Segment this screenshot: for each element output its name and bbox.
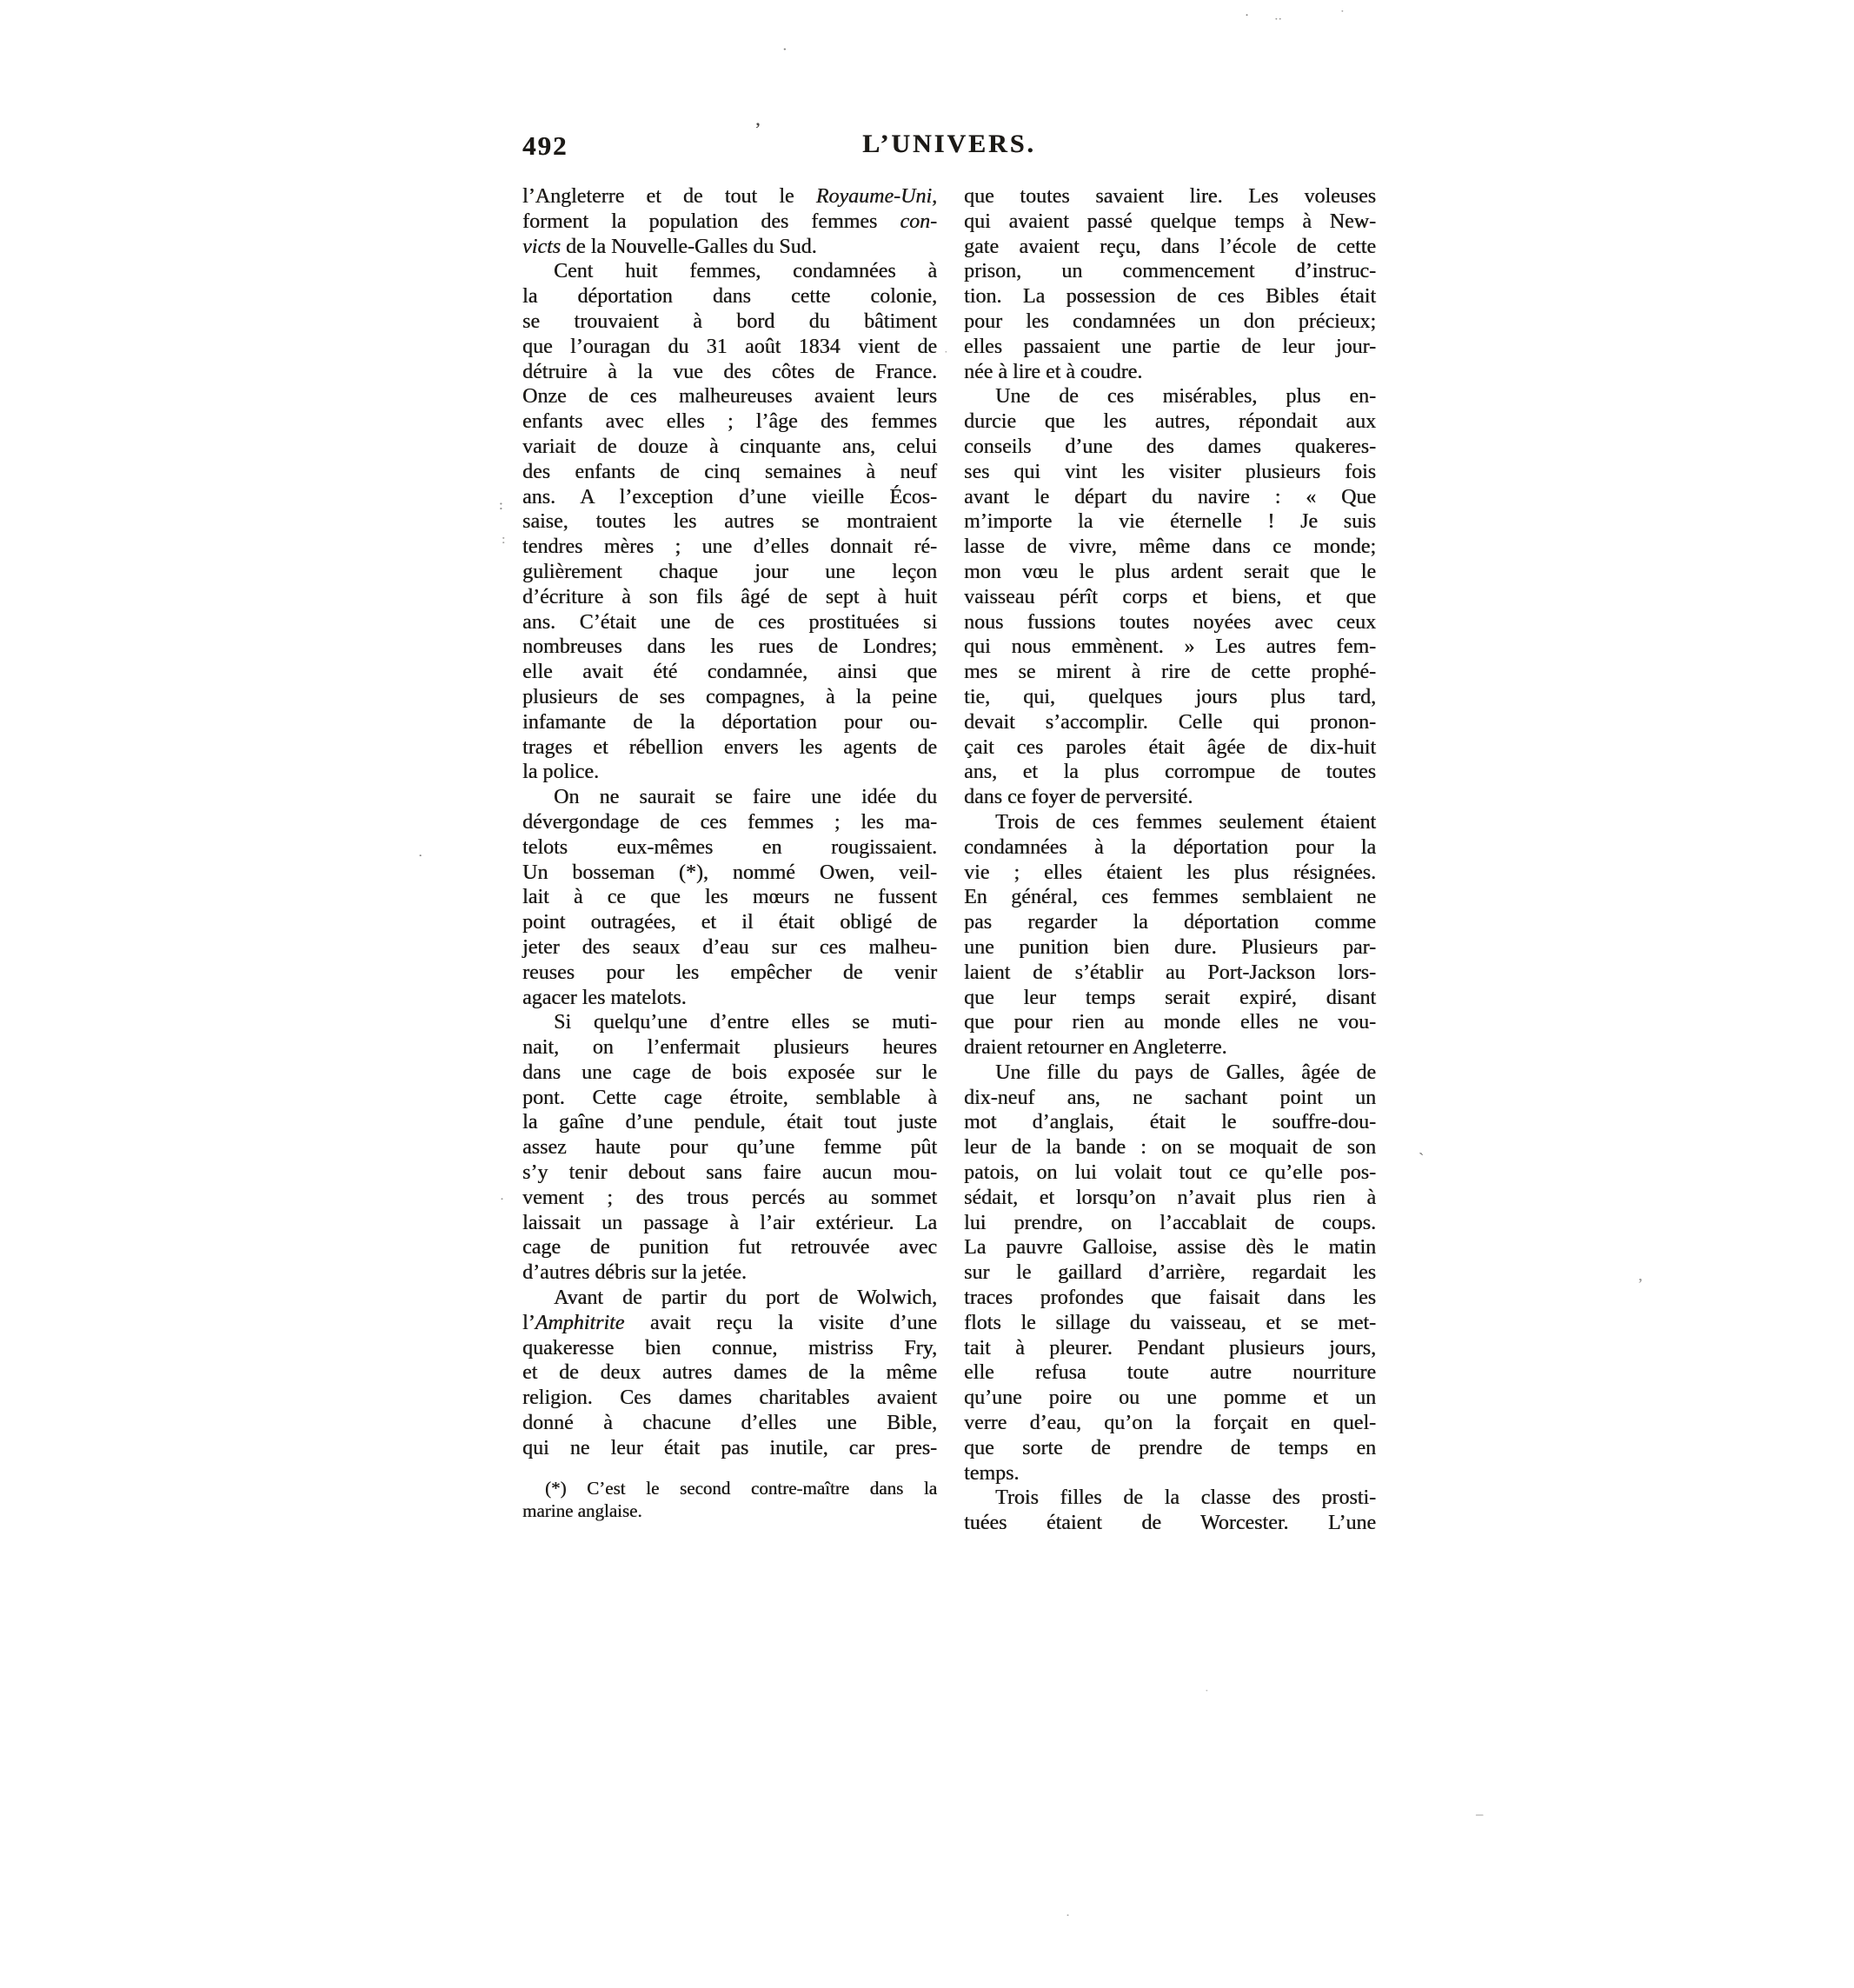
- text-run: On ne saurait se faire une idée du: [554, 786, 937, 809]
- text-run: l’Angleterre et de tout le: [522, 185, 816, 208]
- text-line: [964, 485, 1376, 510]
- scan-artifact: –: [1476, 1807, 1483, 1822]
- text-line: [522, 660, 937, 685]
- text-run: traces profondes que faisait dans les: [964, 1287, 1376, 1310]
- text-run: dans une cage de bois exposée sur le: [522, 1060, 937, 1084]
- text-run: ses qui vint les visiter plusieurs fois: [964, 460, 1376, 483]
- text-run: vie ; elles étaient les plus résignées.: [964, 861, 1376, 884]
- text-run: qu’une poire ou une pomme et un: [964, 1386, 1376, 1410]
- text-line: [964, 1311, 1376, 1336]
- text-run: ans. A l’exception d’une vieille Écos-: [522, 485, 937, 509]
- italic-text-run: con-: [900, 209, 937, 233]
- paragraph: [964, 384, 1376, 810]
- text-line: [964, 785, 1376, 810]
- text-line: [522, 735, 937, 761]
- text-line: [522, 935, 937, 961]
- text-line: [964, 861, 1376, 886]
- paragraph: [522, 1478, 937, 1522]
- scan-artifact: ·: [1340, 4, 1345, 17]
- text-line: [522, 885, 937, 910]
- text-run: laissait un passage à l’air extérieur. La: [522, 1211, 937, 1234]
- text-line: [964, 585, 1376, 610]
- text-line: [522, 1160, 937, 1186]
- text-line: [522, 460, 937, 485]
- text-line: [522, 1235, 937, 1260]
- scan-artifact: ·: [1205, 1684, 1209, 1697]
- scan-artifact: :: [499, 498, 503, 513]
- text-run: mot d’anglais, était le souffre-dou-: [964, 1111, 1376, 1134]
- text-line: [522, 360, 937, 385]
- text-line: [964, 735, 1376, 761]
- text-line: [964, 535, 1376, 560]
- text-run: durcie que les autres, répondait aux: [964, 410, 1376, 434]
- text-line: [964, 1461, 1376, 1486]
- scan-artifact: ·: [418, 849, 422, 863]
- text-run: que sorte de prendre de temps en: [964, 1436, 1376, 1459]
- text-run: avait reçu la visite d’une: [624, 1311, 937, 1334]
- text-run: elle refusa toute autre nourriture: [964, 1361, 1376, 1385]
- text-line: [964, 509, 1376, 535]
- text-run: Une de ces misérables, plus en-: [995, 385, 1376, 409]
- text-run: qui ne leur était pas inutile, car pres-: [522, 1436, 937, 1459]
- paragraph: [964, 1060, 1376, 1486]
- text-run: religion. Ces dames charitables avaient: [522, 1386, 937, 1410]
- text-line: [964, 910, 1376, 935]
- text-run: saise, toutes les autres se montraient: [522, 510, 937, 534]
- text-line: [964, 660, 1376, 685]
- text-run: agacer les matelots.: [522, 986, 687, 1009]
- text-line: [964, 961, 1376, 986]
- text-line: [964, 1160, 1376, 1186]
- text-run: gate avaient reçu, dans l’école de cette: [964, 235, 1376, 258]
- footnote: [522, 1478, 937, 1522]
- text-line: [964, 560, 1376, 585]
- text-line: [964, 209, 1376, 235]
- text-line: [964, 710, 1376, 735]
- text-line: [964, 1135, 1376, 1160]
- text-line: [522, 1186, 937, 1211]
- text-line: [522, 535, 937, 560]
- text-run: forment la population des femmes: [522, 209, 900, 233]
- text-run: elles passaient une partie de leur jour-: [964, 335, 1376, 358]
- text-run: tendres mères ; une d’elles donnait ré-: [522, 535, 937, 559]
- paragraph: [964, 810, 1376, 1060]
- text-run: d’autres débris sur la jetée.: [522, 1261, 747, 1285]
- text-line: [522, 785, 937, 810]
- text-run: Un bosseman (*), nommé Owen, veil-: [522, 861, 937, 884]
- text-line: [522, 509, 937, 535]
- text-line: [964, 1035, 1376, 1060]
- paragraph: [522, 259, 937, 785]
- text-run: tuées étaient de Worcester. L’une: [964, 1512, 1376, 1535]
- text-line: [964, 635, 1376, 660]
- scan-artifact: ·: [782, 43, 787, 57]
- text-line: [964, 885, 1376, 910]
- text-run: de la Nouvelle-Galles du Sud.: [560, 235, 817, 258]
- text-line: [522, 1360, 937, 1386]
- text-line: [964, 1486, 1376, 1511]
- text-line: [964, 1436, 1376, 1461]
- text-run: assez haute pour qu’une femme pût: [522, 1136, 937, 1160]
- paragraph: [964, 184, 1376, 384]
- text-run: détruire à la vue des côtes de France.: [522, 360, 937, 383]
- text-run: nait, on l’enfermait plusieurs heures: [522, 1036, 937, 1060]
- text-line: [522, 1336, 937, 1361]
- scan-artifact: ·: [500, 1193, 504, 1207]
- scan-artifact: ·: [944, 345, 948, 358]
- text-column-right: [964, 184, 1376, 1536]
- text-line: [522, 835, 937, 861]
- text-run: çait ces paroles était âgée de dix-huit: [964, 735, 1376, 759]
- text-line: [522, 1478, 937, 1500]
- text-run: dévergondage de ces femmes ; les ma-: [522, 810, 937, 834]
- text-run: d’écriture à son fils âgé de sept à huit: [522, 585, 937, 608]
- text-line: [964, 1411, 1376, 1436]
- text-line: [522, 910, 937, 935]
- text-line: [522, 1135, 937, 1160]
- running-title: L’UNIVERS.: [862, 130, 1036, 158]
- text-run: quakeresse bien connue, mistriss Fry,: [522, 1336, 937, 1360]
- text-line: [964, 1235, 1376, 1260]
- italic-text-run: victs: [522, 235, 561, 258]
- text-run: nombreuses dans les rues de Londres;: [522, 635, 937, 659]
- text-line: [522, 1211, 937, 1236]
- text-run: trages et rébellion envers les agents de: [522, 735, 937, 759]
- text-run: s’y tenir debout sans faire aucun mou-: [522, 1161, 937, 1185]
- text-line: [964, 1211, 1376, 1236]
- text-line: [522, 1010, 937, 1035]
- text-run: laient de s’établir au Port-Jackson lors-: [964, 961, 1376, 984]
- text-line: [964, 435, 1376, 460]
- text-run: condamnées à la déportation pour la: [964, 835, 1376, 859]
- text-run: Une fille du pays de Galles, âgée de: [995, 1060, 1376, 1084]
- text-run: devait s’accomplir. Celle qui pronon-: [964, 710, 1376, 734]
- text-run: ans. C’était une de ces prostituées si: [522, 610, 937, 634]
- text-line: [522, 409, 937, 435]
- text-line: [964, 384, 1376, 409]
- text-line: [964, 1010, 1376, 1035]
- text-run: que leur temps serait expiré, disant: [964, 986, 1376, 1009]
- text-line: [964, 1386, 1376, 1411]
- text-line: [964, 1360, 1376, 1386]
- text-run: l’: [522, 1311, 535, 1334]
- text-run: ans, et la plus corrompue de toutes: [964, 761, 1376, 784]
- scan-artifact: ’: [754, 118, 761, 140]
- text-run: une punition bien dure. Plusieurs par-: [964, 935, 1376, 959]
- text-line: [522, 710, 937, 735]
- text-line: [522, 209, 937, 235]
- text-run: Avant de partir du port de Wolwich,: [554, 1287, 937, 1310]
- text-run: des enfants de cinq semaines à neuf: [522, 460, 937, 483]
- text-line: [522, 1286, 937, 1311]
- text-run: nous fussions toutes noyées avec ceux: [964, 610, 1376, 634]
- text-run: pour les condamnées un don précieux;: [964, 309, 1376, 333]
- text-line: [522, 1110, 937, 1135]
- scan-artifact: ··: [1274, 12, 1282, 25]
- text-run: variait de douze à cinquante ans, celui: [522, 435, 937, 458]
- text-line: [964, 1186, 1376, 1211]
- text-run: point outragées, et il était obligé de: [522, 911, 937, 934]
- text-line: [522, 1086, 937, 1111]
- text-line: [964, 935, 1376, 961]
- text-line: [964, 835, 1376, 861]
- text-run: se trouvaient à bord du bâtiment: [522, 309, 937, 333]
- text-line: [964, 1086, 1376, 1111]
- text-run: marine anglaise.: [522, 1499, 642, 1521]
- text-run: tion. La possession de ces Bibles était: [964, 285, 1376, 309]
- text-line: [522, 435, 937, 460]
- text-run: conseils d’une des dames quakeres-: [964, 435, 1376, 458]
- text-line: [964, 235, 1376, 260]
- text-column-left: [522, 184, 937, 1461]
- text-run: reuses pour les empêcher de venir: [522, 961, 937, 984]
- text-run: pont. Cette cage étroite, semblable à: [522, 1086, 937, 1109]
- text-run: vement ; des trous percés au sommet: [522, 1186, 937, 1209]
- scan-artifact: `: [1419, 1150, 1424, 1167]
- text-line: [964, 986, 1376, 1011]
- text-run: que l’ouragan du 31 août 1834 vient de: [522, 335, 937, 358]
- text-line: [964, 184, 1376, 209]
- text-line: [964, 610, 1376, 635]
- text-line: [522, 1500, 937, 1523]
- text-line: [964, 335, 1376, 360]
- text-line: [522, 986, 937, 1011]
- text-run: temps.: [964, 1461, 1020, 1485]
- text-line: [522, 585, 937, 610]
- text-run: Cent huit femmes, condamnées à: [554, 260, 937, 283]
- text-line: [964, 409, 1376, 435]
- text-line: [522, 1311, 937, 1336]
- text-line: [964, 810, 1376, 835]
- text-line: [522, 384, 937, 409]
- text-run: En général, ces femmes semblaient ne: [964, 886, 1376, 909]
- text-run: lait à ce que les mœurs ne fussent: [522, 886, 937, 909]
- text-run: qui nous emmènent. » Les autres fem-: [964, 635, 1376, 659]
- text-line: [964, 1286, 1376, 1311]
- scan-artifact: ·: [1245, 10, 1249, 23]
- text-line: [522, 1411, 937, 1436]
- paragraph: [964, 1486, 1376, 1536]
- scan-artifact: ·: [1066, 1910, 1070, 1923]
- text-run: enfants avec elles ; l’âge des femmes: [522, 410, 937, 434]
- paragraph: [522, 785, 937, 1010]
- text-line: [964, 460, 1376, 485]
- text-line: [964, 1110, 1376, 1135]
- text-line: [522, 861, 937, 886]
- text-run: prison, un commencement d’instruc-: [964, 260, 1376, 283]
- text-run: infamante de la déportation pour ou-: [522, 710, 937, 734]
- text-run: la police.: [522, 761, 599, 784]
- italic-text-run: Royaume-Uni,: [815, 185, 937, 208]
- scan-artifact: ’: [1638, 1275, 1643, 1293]
- text-run: pas regarder la déportation comme: [964, 911, 1376, 934]
- paragraph: [522, 1010, 937, 1286]
- text-run: tie, qui, quelques jours plus tard,: [964, 685, 1376, 708]
- text-run: donné à chacune d’elles une Bible,: [522, 1412, 937, 1435]
- text-run: jeter des seaux d’eau sur ces malheu-: [522, 935, 937, 959]
- text-run: telots eux-mêmes en rougissaient.: [522, 835, 937, 859]
- text-run: la gaîne d’une pendule, était tout juste: [522, 1111, 937, 1134]
- text-line: [522, 235, 937, 260]
- text-run: que pour rien au monde elles ne vou-: [964, 1011, 1376, 1034]
- text-line: [522, 485, 937, 510]
- text-run: lui prendre, on l’accablait de coups.: [964, 1211, 1376, 1234]
- text-line: [522, 1260, 937, 1286]
- text-line: [964, 284, 1376, 309]
- text-line: [522, 1060, 937, 1086]
- text-run: Onze de ces malheureuses avaient leurs: [522, 385, 937, 409]
- text-run: gulièrement chaque jour une leçon: [522, 560, 937, 583]
- text-run: cage de punition fut retrouvée avec: [522, 1236, 937, 1260]
- text-run: Si quelqu’une d’entre elles se muti-: [554, 1011, 937, 1034]
- text-run: dix-neuf ans, ne sachant point un: [964, 1086, 1376, 1109]
- text-line: [522, 184, 937, 209]
- text-line: [522, 1035, 937, 1060]
- text-run: née à lire et à coudre.: [964, 360, 1143, 383]
- text-run: flots le sillage du vaisseau, et se met-: [964, 1311, 1376, 1334]
- text-run: leur de la bande : on se moquait de son: [964, 1136, 1376, 1160]
- text-run: La pauvre Galloise, assise dès le matin: [964, 1236, 1376, 1260]
- text-line: [522, 1436, 937, 1461]
- text-run: vaisseau pérît corps et biens, et que: [964, 585, 1376, 608]
- text-run: patois, on lui volait tout ce qu’elle pos-: [964, 1161, 1376, 1185]
- italic-text-run: Amphitrite: [535, 1311, 625, 1334]
- text-line: [522, 760, 937, 785]
- text-line: [522, 635, 937, 660]
- text-line: [964, 360, 1376, 385]
- text-line: [522, 335, 937, 360]
- text-line: [964, 1511, 1376, 1536]
- text-run: dans ce foyer de perversité.: [964, 786, 1193, 809]
- text-line: [522, 1386, 937, 1411]
- text-line: [522, 810, 937, 835]
- text-run: (*) C’est le second contre-maître dans la: [545, 1478, 937, 1499]
- text-line: [522, 560, 937, 585]
- text-run: mon vœu le plus ardent serait que le: [964, 560, 1376, 583]
- text-run: sédait, et lorsqu’on n’avait plus rien à: [964, 1186, 1376, 1209]
- text-run: draient retourner en Angleterre.: [964, 1036, 1227, 1060]
- text-line: [964, 760, 1376, 785]
- text-line: [964, 1260, 1376, 1286]
- text-run: que toutes savaient lire. Les voleuses: [964, 185, 1376, 208]
- text-run: plusieurs de ses compagnes, à la peine: [522, 685, 937, 708]
- text-run: tait à pleurer. Pendant plusieurs jours,: [964, 1336, 1376, 1360]
- text-run: mes se mirent à rire de cette prophé-: [964, 661, 1376, 684]
- text-line: [964, 1060, 1376, 1086]
- text-line: [522, 685, 937, 710]
- text-run: verre d’eau, qu’on la forçait en quel-: [964, 1412, 1376, 1435]
- text-line: [964, 309, 1376, 335]
- text-run: la déportation dans cette colonie,: [522, 285, 937, 309]
- scan-artifact: :: [502, 533, 506, 547]
- text-line: [522, 961, 937, 986]
- text-run: et de deux autres dames de la même: [522, 1361, 937, 1385]
- text-run: qui avaient passé quelque temps à New-: [964, 209, 1376, 233]
- text-line: [522, 259, 937, 284]
- text-line: [964, 685, 1376, 710]
- text-run: avant le départ du navire : « Que: [964, 485, 1376, 509]
- paragraph: [522, 184, 937, 259]
- text-run: m’importe la vie éternelle ! Je suis: [964, 510, 1376, 534]
- page-number: 492: [522, 130, 568, 161]
- text-line: [522, 610, 937, 635]
- text-line: [964, 1336, 1376, 1361]
- text-run: Trois filles de la classe des prosti-: [995, 1486, 1376, 1510]
- text-line: [522, 284, 937, 309]
- paragraph: [522, 1286, 937, 1461]
- text-run: elle avait été condamnée, ainsi que: [522, 661, 937, 684]
- text-run: sur le gaillard d’arrière, regardait les: [964, 1261, 1376, 1285]
- text-run: lasse de vivre, même dans ce monde;: [964, 535, 1376, 559]
- text-line: [522, 309, 937, 335]
- text-run: Trois de ces femmes seulement étaient: [995, 810, 1376, 834]
- text-line: [964, 259, 1376, 284]
